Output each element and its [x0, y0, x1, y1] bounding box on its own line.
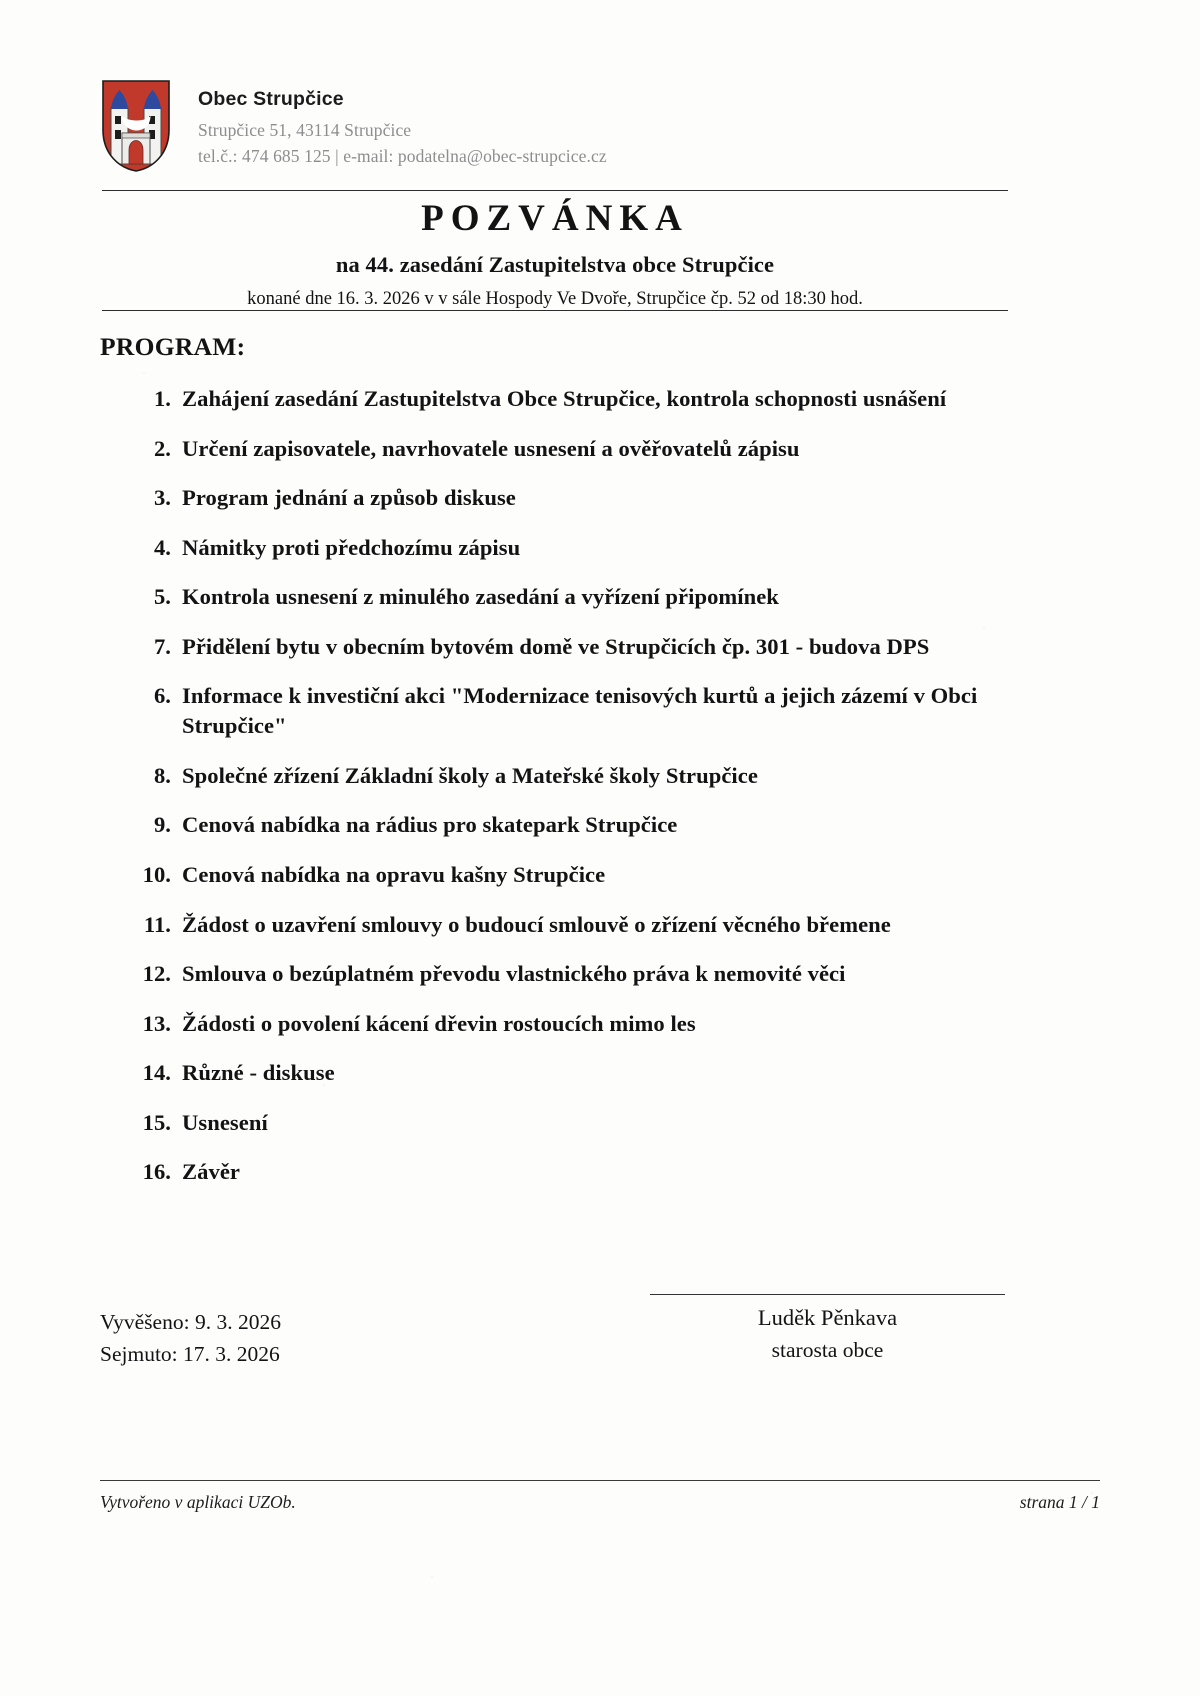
- agenda-text: Závěr: [182, 1159, 240, 1185]
- title-block: [100, 198, 1010, 310]
- agenda-item: [130, 681, 1015, 741]
- agenda-text: Zahájení zasedání Zastupitelstva Obce Strupčice, kontrola schopnosti usnášení: [182, 386, 947, 411]
- agenda-item: [130, 483, 1015, 513]
- agenda-number: 3.: [153, 485, 171, 511]
- agenda-number: 14.: [142, 1060, 171, 1086]
- agenda-number: 12.: [142, 961, 171, 987]
- agenda-item: [130, 1058, 1015, 1088]
- org-info: [198, 74, 607, 167]
- agenda-text: Program jednání a způsob diskuse: [182, 485, 516, 511]
- page-footer: [100, 1492, 1100, 1513]
- agenda-text: Cenová nabídka na opravu kašny Strupčice: [182, 861, 606, 887]
- agenda-number: 4.: [153, 534, 171, 560]
- agenda-item: [130, 761, 1015, 791]
- agenda-item: [130, 384, 1015, 414]
- agenda-text: Námitky proti předchozímu zápisu: [182, 534, 521, 560]
- agenda-number: 15.: [142, 1109, 171, 1135]
- agenda-text: Smlouva o bezúplatném převodu vlastnického práva k nemovité věci: [182, 961, 846, 987]
- agenda-item: [130, 1157, 1015, 1187]
- agenda-number: 9.: [153, 812, 171, 838]
- posting-dates: [100, 1307, 281, 1371]
- agenda-text: Usnesení: [182, 1109, 268, 1135]
- org-address: Strupčice 51, 43114 Strupčice: [198, 120, 412, 140]
- agenda-list: [130, 384, 1015, 1207]
- signer-name: Luděk Pěnkava: [757, 1305, 898, 1330]
- removed-date: Sejmuto: 17. 3. 2026: [100, 1341, 280, 1366]
- signature-line: [650, 1294, 1005, 1295]
- agenda-item: [130, 434, 1015, 464]
- org-name: Obec Strupčice: [198, 88, 344, 110]
- agenda-item: [130, 810, 1015, 840]
- page-subtitle: na 44. zasedání Zastupitelstva obce Strupčice: [335, 251, 775, 277]
- agenda-text: Společné zřízení Základní školy a Mateřské školy Strupčice: [182, 762, 758, 788]
- agenda-item: [130, 582, 1015, 612]
- program-heading: PROGRAM:: [100, 332, 246, 361]
- footer-divider: [100, 1480, 1100, 1481]
- agenda-item: [130, 1108, 1015, 1138]
- agenda-text: Kontrola usnesení z minulého zasedání a vyřízení připomínek: [182, 584, 779, 610]
- app-note: Vytvořeno v aplikaci UZOb.: [100, 1492, 296, 1512]
- agenda-number: 5.: [153, 584, 171, 610]
- coat-of-arms-icon: [100, 78, 172, 174]
- agenda-text: Žádosti o povolení kácení dřevin rostoucích mimo les: [182, 1010, 696, 1036]
- posted-date: Vyvěšeno: 9. 3. 2026: [100, 1310, 281, 1334]
- agenda-item: [130, 959, 1015, 989]
- agenda-number: 16.: [142, 1159, 171, 1185]
- agenda-item: [130, 533, 1015, 563]
- title-divider: [102, 310, 1008, 311]
- org-contact: tel.č.: 474 685 125 | e-mail: podatelna@obec-strupcice.cz: [198, 146, 607, 166]
- page-title: POZVÁNKA: [421, 198, 689, 239]
- agenda-item: [130, 860, 1015, 890]
- meeting-details: konané dne 16. 3. 2026 v v sále Hospody Ve Dvoře, Strupčice čp. 52 od 18:30 hod.: [247, 288, 863, 309]
- agenda-number: 13.: [142, 1010, 171, 1036]
- agenda-number: 7.: [153, 633, 171, 659]
- agenda-item: [130, 910, 1015, 940]
- agenda-item: [130, 1009, 1015, 1039]
- agenda-text: Žádost o uzavření smlouvy o budoucí smlouvě o zřízení věcného břemene: [182, 911, 891, 937]
- signature-block: [645, 1294, 1010, 1366]
- agenda-number: 6.: [153, 683, 171, 709]
- agenda-item: [130, 632, 1015, 662]
- agenda-number: 2.: [153, 435, 171, 461]
- agenda-text: Přidělení bytu v obecním bytovém domě ve Strupčicích čp. 301 - budova DPS: [182, 633, 930, 659]
- signer-role: starosta obce: [771, 1337, 884, 1362]
- agenda-text: Různé - diskuse: [182, 1060, 335, 1086]
- agenda-text: Informace k investiční akci "Modernizace tenisových kurtů a jejich zázemí v Obci Strupčice": [182, 683, 978, 739]
- agenda-number: 1.: [153, 386, 171, 411]
- agenda-text: Určení zapisovatele, navrhovatele usnesení a ověřovatelů zápisu: [182, 435, 800, 461]
- agenda-number: 10.: [142, 861, 171, 887]
- agenda-number: 11.: [143, 911, 171, 937]
- agenda-text: Cenová nabídka na rádius pro skatepark Strupčice: [182, 812, 678, 838]
- page-number: strana 1 / 1: [1019, 1492, 1100, 1512]
- agenda-number: 8.: [153, 762, 171, 788]
- header-divider: [102, 190, 1008, 191]
- letterhead: [100, 74, 1010, 174]
